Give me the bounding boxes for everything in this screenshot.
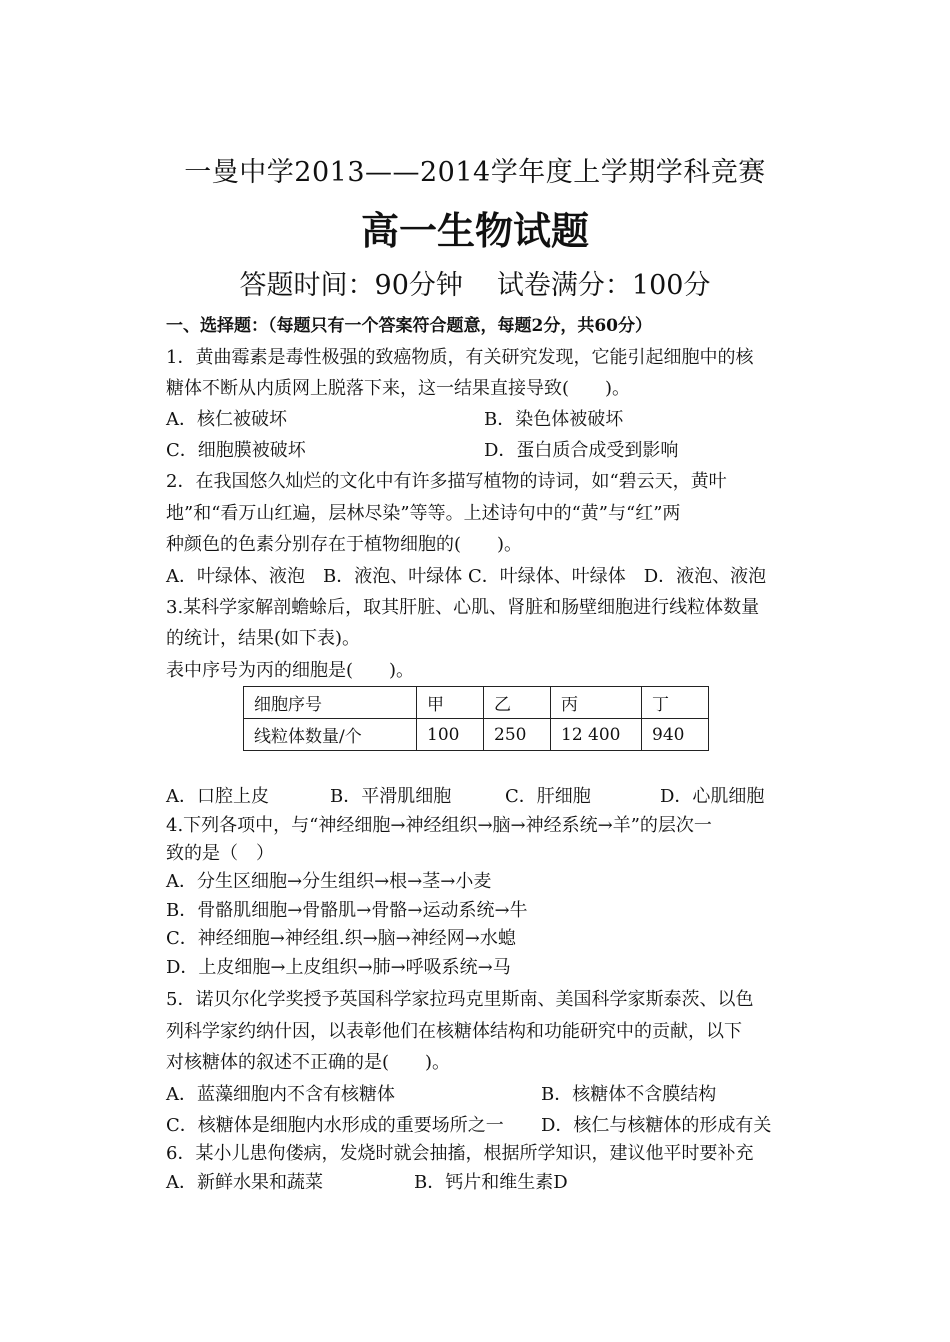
table-cell: 细胞序号 [244,687,417,719]
q6-stem-line1: 6．某小儿患佝偻病，发烧时就会抽搐，根据所学知识，建议他平时要补充 [166,1143,754,1164]
school-title: 一曼中学2013——2014学年度上学期学科竞赛 [184,157,766,188]
q3-option-b: B．平滑肌细胞 [330,786,452,807]
table-cell: 100 [417,719,484,751]
q4-stem-line1: 4.下列各项中，与“神经细胞→神经组织→脑→神经系统→羊”的层次一 [166,815,712,836]
q5-stem-line2: 列科学家约纳什因，以表彰他们在核糖体结构和功能研究中的贡献，以下 [166,1021,742,1042]
q1-stem-line2: 糖体不断从内质网上脱落下来，这一结果直接导致( )。 [166,378,631,399]
q3-stem-line2: 的统计，结果(如下表)。 [166,628,361,649]
q2-options: A．叶绿体、液泡 B．液泡、叶绿体 C．叶绿体、叶绿体 D．液泡、液泡 [166,566,767,587]
q1-option-b: B．染色体被破坏 [484,409,624,430]
q1-option-a: A．核仁被破坏 [166,409,287,430]
table-cell: 丁 [642,687,709,719]
q5-option-a: A．蓝藻细胞内不含有核糖体 [166,1084,395,1105]
q1-option-d: D．蛋白质合成受到影响 [484,440,679,461]
q2-stem-line2: 地”和“看万山红遍，层林尽染”等等。上述诗句中的“黄”与“红”两 [166,503,681,524]
q6-option-b: B．钙片和维生素D [414,1172,568,1193]
q3-option-c: C．肝细胞 [505,786,591,807]
table-cell: 250 [484,719,551,751]
q2-stem-line3: 种颜色的色素分别存在于植物细胞的( )。 [166,534,523,555]
q2-stem-line1: 2．在我国悠久灿烂的文化中有许多描写植物的诗词，如“碧云天，黄叶 [166,471,727,492]
q5-option-d: D．核仁与核糖体的形成有关 [541,1115,772,1136]
exam-time: 答题时间：90分钟 [239,270,463,301]
exam-info [0,263,950,302]
q4-option-d: D．上皮细胞→上皮组织→肺→呼吸系统→马 [166,957,511,978]
table-cell: 940 [642,719,709,751]
q6-option-a: A．新鲜水果和蔬菜 [166,1172,323,1193]
q3-stem-line1: 3.某科学家解剖蟾蜍后，取其肝脏、心肌、肾脏和肠壁细胞进行线粒体数量 [166,597,760,618]
table-row [244,719,709,751]
q5-stem-line1: 5．诺贝尔化学奖授予英国科学家拉玛克里斯南、美国科学家斯泰茨、以色 [166,989,754,1010]
q1-stem-line1: 1．黄曲霉素是毒性极强的致癌物质，有关研究发现，它能引起细胞中的核 [166,347,754,368]
q3-stem-line3: 表中序号为丙的细胞是( )。 [166,660,415,681]
q4-option-b: B．骨骼肌细胞→骨骼肌→骨骼→运动系统→牛 [166,900,528,921]
q3-option-d: D．心肌细胞 [660,786,765,807]
section-heading: 一、选择题：（每题只有一个答案符合题意，每题2分，共60分） [166,316,652,336]
mitochondria-table [243,686,709,751]
table-cell: 线粒体数量/个 [244,719,417,751]
exam-title: 高一生物试题 [360,209,589,253]
q3-option-a: A．口腔上皮 [166,786,269,807]
table-cell: 乙 [484,687,551,719]
q4-option-a: A．分生区细胞→分生组织→根→茎→小麦 [166,871,492,892]
exam-score: 试卷满分：100分 [496,270,711,301]
table-cell: 甲 [417,687,484,719]
table-header-row [244,687,709,719]
q4-stem-line2: 致的是（ ） [166,843,274,864]
q4-option-c: C．神经细胞→神经组.织→脑→神经网→水螅 [166,928,516,949]
table-cell: 丙 [551,687,642,719]
table-cell: 12 400 [551,719,642,751]
q5-stem-line3: 对核糖体的叙述不正确的是( )。 [166,1052,451,1073]
q5-option-b: B．核糖体不含膜结构 [541,1084,717,1105]
q1-option-c: C．细胞膜被破坏 [166,440,306,461]
q5-option-c: C．核糖体是细胞内水形成的重要场所之一 [166,1115,504,1136]
